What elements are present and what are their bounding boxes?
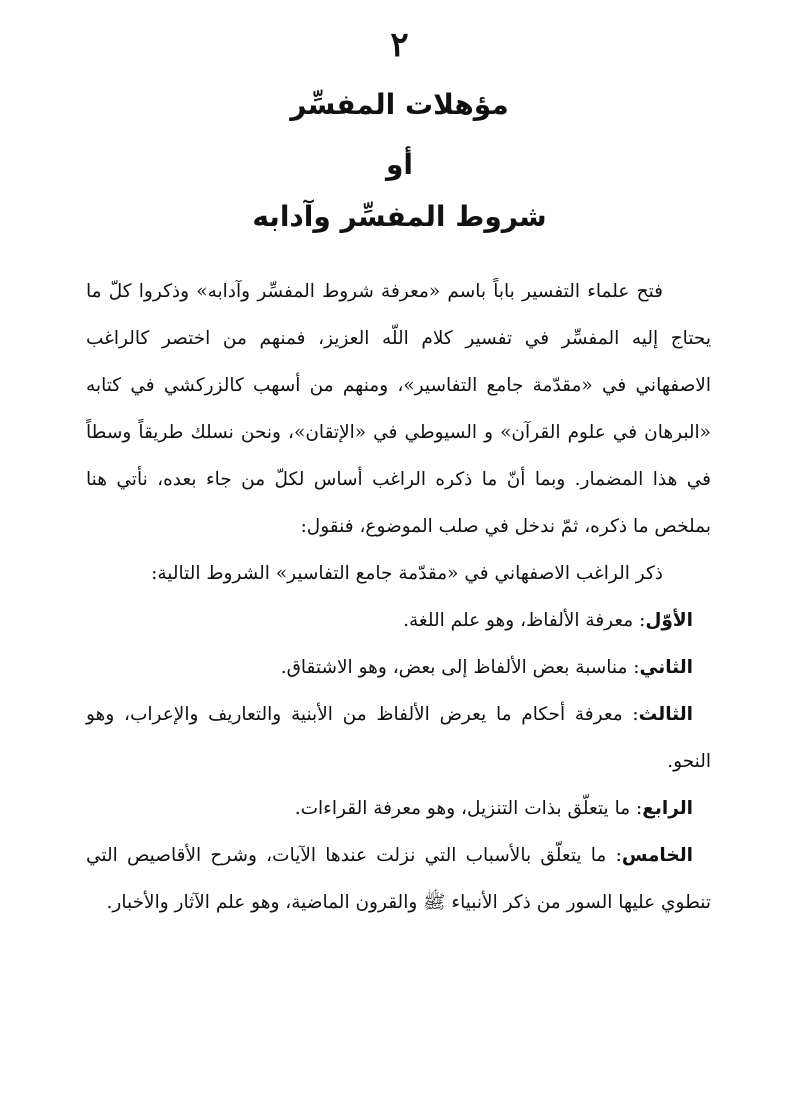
condition-2-label: الثاني [639, 657, 693, 678]
condition-4-text: : ما يتعلّق بذات التنزيل، وهو معرفة القراءات. [294, 798, 643, 819]
chapter-title-line-2: أو [385, 148, 413, 181]
lead-paragraph: ذكر الراغب الاصفهاني في «مقدّمة جامع التفاسير» الشروط التالية: [151, 563, 663, 584]
condition-3-label: الثالث [638, 704, 693, 725]
condition-4-label: الرابع [642, 798, 693, 819]
condition-4 [86, 785, 711, 832]
condition-1-label: الأوّل [645, 610, 693, 631]
intro-paragraph: فتح علماء التفسير باباً باسم «معرفة شروط المفسِّر وآدابه» وذكروا كلّ ما يحتاج إليه المفسِّر في تفسير كلام اللّه العزيز، فمنهم من اختصر كالراغب الاصفهاني في «مقدّمة جامع التفاسير»، ومنهم من أسهب كالزركشي في كتابه «البرهان في علوم القرآن» و السيوطي في «الإتقان»، ونحن نسلك طريقاً وسطاً في هذا المضمار. وبما أنّ ما ذكره الراغب أساس لكلّ من جاء بعده، نأتي هنا بملخص ما ذكره، ثمّ ندخل في صلب الموضوع، فنقول: [86, 281, 711, 537]
condition-1 [86, 597, 711, 644]
condition-3 [86, 691, 711, 785]
condition-2 [86, 644, 711, 691]
chapter-title-line-3: شروط المفسِّر وآدابه [252, 200, 547, 233]
condition-3-text: : معرفة أحكام ما يعرض الألفاظ من الأبنية والتعاريف والإعراب، وهو النحو. [86, 704, 711, 772]
chapter-number: ٢ [390, 25, 409, 65]
condition-5-label: الخامس [621, 845, 693, 866]
body-text [86, 268, 711, 926]
condition-5 [86, 832, 711, 926]
chapter-title-line-1: مؤهلات المفسِّر [290, 88, 509, 121]
condition-1-text: : معرفة الألفاظ، وهو علم اللغة. [403, 610, 646, 631]
condition-2-text: : مناسبة بعض الألفاظ إلى بعض، وهو الاشتقاق. [280, 657, 640, 678]
condition-5-text: : ما يتعلّق بالأسباب التي نزلت عندها الآيات، وشرح الأقاصيص التي تنطوي عليها السور من ذكر الأنبياء ﷺ والقرون الماضية، وهو علم الآثار والأخبار. [86, 845, 711, 913]
